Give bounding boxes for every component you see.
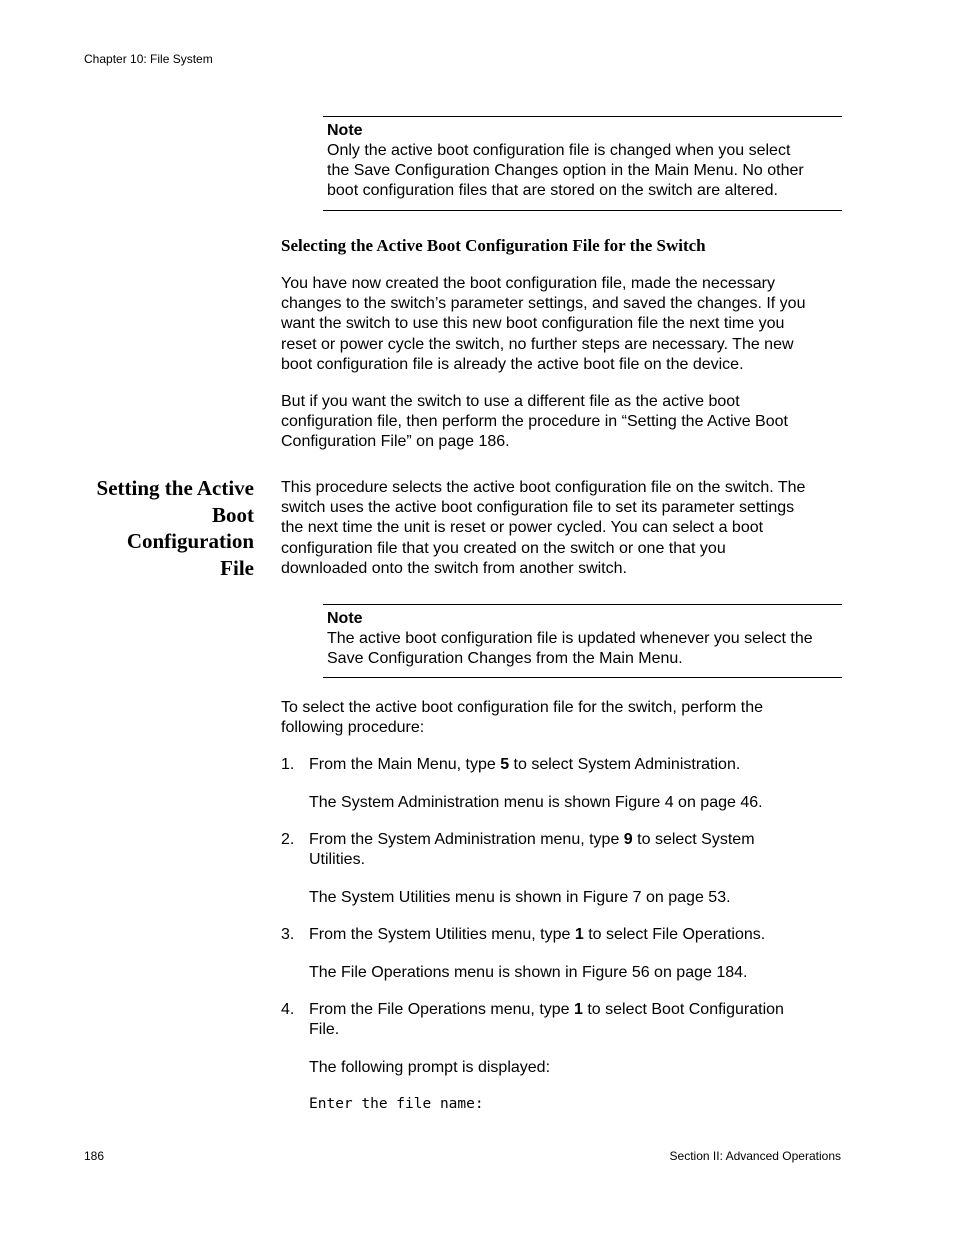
subsection-heading: Selecting the Active Boot Configuration File for the Switch bbox=[281, 236, 706, 255]
note-title: Note bbox=[327, 610, 363, 627]
text-line: changes to the switch’s parameter settings, and saved the changes. If you bbox=[281, 295, 806, 313]
text-line: To select the active boot configuration file for the switch, perform the bbox=[281, 699, 764, 716]
step-text: From the System Administration menu, type 9 to select System bbox=[309, 831, 755, 848]
note-line: The active boot configuration file is updated whenever you select the bbox=[327, 630, 813, 647]
text-line: But if you want the switch to use a different file as the active boot bbox=[281, 393, 740, 410]
note-box bbox=[323, 604, 842, 678]
paragraph-procedure-description bbox=[281, 478, 851, 579]
step-number: 2. bbox=[281, 831, 295, 848]
text-line: want the switch to use this new boot configuration file the next time you bbox=[281, 315, 785, 333]
prompt-code: Enter the file name: bbox=[309, 1096, 484, 1112]
text-line: switch uses the active boot configuration file to set its parameter settings bbox=[281, 499, 795, 517]
running-header: Chapter 10: File System bbox=[84, 52, 213, 66]
text-line: Configuration File” on page 186. bbox=[281, 433, 510, 451]
text-line: reset or power cycle the switch, no further steps are necessary. The new bbox=[281, 335, 794, 353]
text-line: boot configuration file is already the active boot file on the device. bbox=[281, 355, 744, 373]
procedure-step bbox=[281, 925, 851, 945]
step-number: 3. bbox=[281, 926, 295, 943]
note-title: Note bbox=[327, 122, 363, 139]
step-text: From the System Utilities menu, type 1 to select File Operations. bbox=[309, 926, 766, 943]
paragraph-intro bbox=[281, 274, 851, 375]
menu-key: 1 bbox=[574, 1001, 583, 1018]
step-text-continued: File. bbox=[309, 1021, 340, 1039]
text-line: You have now created the boot configuration file, made the necessary bbox=[281, 275, 775, 292]
heading-line: Boot bbox=[212, 502, 254, 527]
running-footer: Section II: Advanced Operations bbox=[669, 1149, 841, 1163]
paragraph-procedure-intro bbox=[281, 698, 851, 738]
text-line: following procedure: bbox=[281, 719, 425, 737]
text-line: downloaded onto the switch from another switch. bbox=[281, 559, 627, 577]
menu-key: 1 bbox=[574, 926, 584, 943]
heading-line: Setting the Active bbox=[96, 476, 254, 500]
note-line: Only the active boot configuration file is changed when you select bbox=[327, 142, 791, 159]
procedure-step bbox=[281, 830, 851, 870]
menu-key: 9 bbox=[623, 831, 633, 848]
step-number: 1. bbox=[281, 756, 295, 773]
heading-line: File bbox=[220, 555, 254, 580]
step-result: The System Utilities menu is shown in Figure 7 on page 53. bbox=[309, 889, 731, 906]
text-line: the next time the unit is reset or power cycled. You can select a boot bbox=[281, 519, 764, 537]
step-result: The File Operations menu is shown in Figure 56 on page 184. bbox=[309, 964, 748, 981]
section-heading bbox=[60, 475, 254, 581]
text-line: This procedure selects the active boot configuration file on the switch. The bbox=[281, 479, 806, 496]
step-text: From the Main Menu, type 5 to select System Administration. bbox=[309, 756, 741, 773]
text-line: configuration file that you created on the switch or one that you bbox=[281, 539, 726, 557]
step-text-continued: Utilities. bbox=[309, 851, 366, 869]
procedure-step bbox=[281, 755, 851, 775]
step-result: The following prompt is displayed: bbox=[309, 1059, 551, 1076]
page-number: 186 bbox=[84, 1149, 105, 1163]
procedure-step bbox=[281, 1000, 851, 1040]
note-line: the Save Configuration Changes option in the Main Menu. No other bbox=[327, 162, 804, 179]
text-line: configuration file, then perform the procedure in “Setting the Active Boot bbox=[281, 413, 788, 431]
step-text: From the File Operations menu, type 1 to select Boot Configuration bbox=[309, 1001, 784, 1018]
step-number: 4. bbox=[281, 1001, 295, 1018]
heading-line: Configuration bbox=[126, 529, 254, 553]
note-box bbox=[323, 116, 842, 211]
step-result: The System Administration menu is shown Figure 4 on page 46. bbox=[309, 794, 763, 811]
note-line: boot configuration files that are stored on the switch are altered. bbox=[327, 182, 778, 199]
note-line: Save Configuration Changes from the Main Menu. bbox=[327, 650, 683, 667]
menu-key: 5 bbox=[500, 756, 510, 773]
paragraph-alternative bbox=[281, 392, 851, 453]
